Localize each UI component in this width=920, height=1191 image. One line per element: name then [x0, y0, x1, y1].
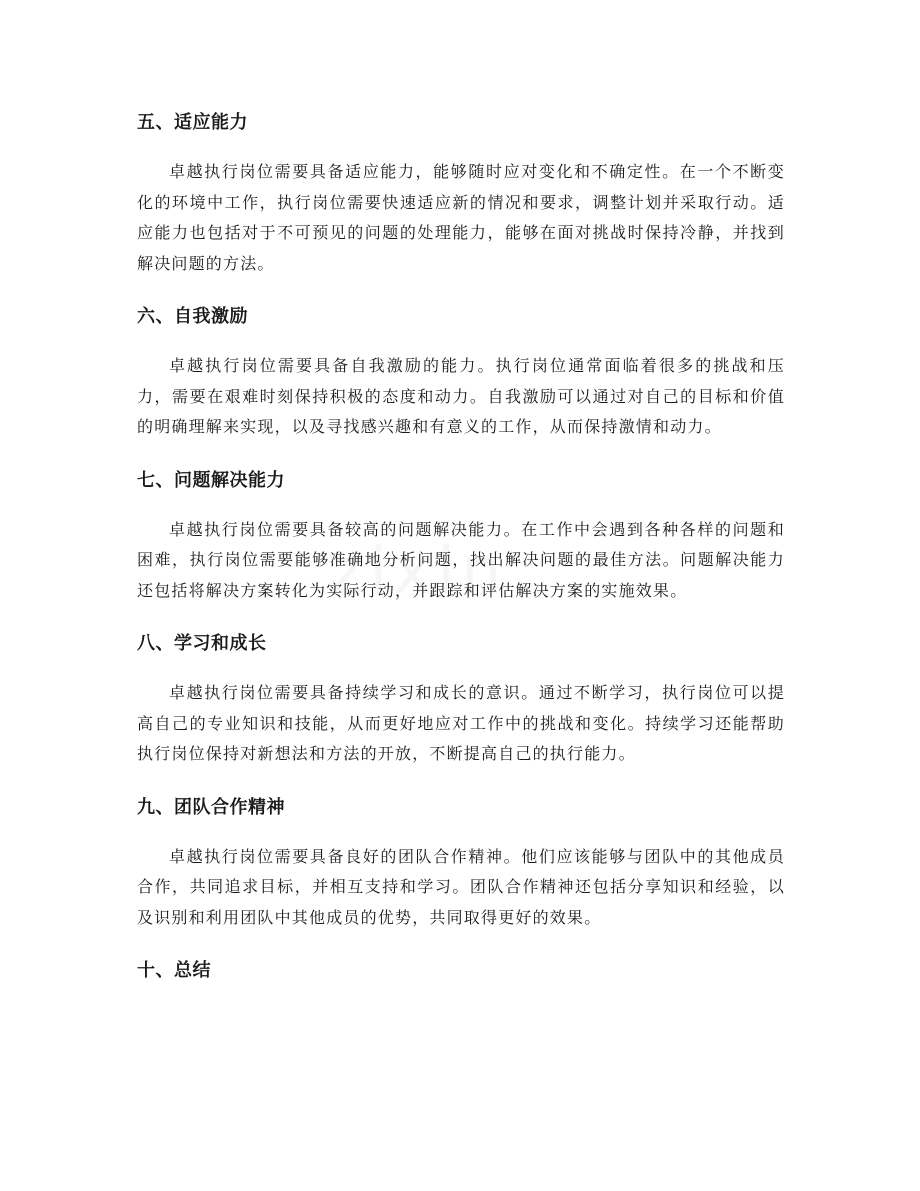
section-heading: 六、自我激励	[137, 306, 248, 327]
section-paragraph: 卓越执行岗位需要具备适应能力，能够随时应对变化和不确定性。在一个不断变化的环境中工作，执行岗位需要快速适应新的情况和要求，调整计划并采取行动。适应能力也包括对于不可预见的问题的处理能力，能够在面对挑战时保持冷静，并找到解决问题的方法。	[137, 162, 785, 273]
section-problem-solving	[137, 465, 785, 607]
section-heading: 五、适应能力	[137, 112, 248, 133]
section-heading: 十、总结	[137, 960, 211, 981]
section-learning-growth	[137, 628, 785, 770]
section-adaptability	[137, 107, 785, 279]
section-heading: 七、问题解决能力	[137, 469, 285, 491]
section-paragraph: 卓越执行岗位需要具备良好的团队合作精神。他们应该能够与团队中的其他成员合作，共同追求目标，并相互支持和学习。团队合作精神还包括分享知识和经验，以及识别和利用团队中其他成员的优势，共同取得更好的效果。	[137, 846, 785, 927]
section-summary	[137, 955, 785, 987]
section-heading: 九、团队合作精神	[137, 796, 285, 818]
document-content	[137, 107, 785, 987]
section-paragraph: 卓越执行岗位需要具备持续学习和成长的意识。通过不断学习，执行岗位可以提高自己的专业知识和技能，从而更好地应对工作中的挑战和变化。持续学习还能帮助执行岗位保持对新想法和方法的开放，不断提高自己的执行能力。	[137, 683, 785, 763]
section-self-motivation	[137, 301, 785, 443]
section-teamwork	[137, 792, 785, 934]
section-heading: 八、学习和成长	[137, 633, 267, 654]
section-paragraph: 卓越执行岗位需要具备较高的问题解决能力。在工作中会遇到各种各样的问题和困难，执行岗位需要能够准确地分析问题，找出解决问题的最佳方法。问题解决能力还包括将解决方案转化为实际行动，并跟踪和评估解决方案的实施效果。	[137, 519, 785, 600]
section-paragraph: 卓越执行岗位需要具备自我激励的能力。执行岗位通常面临着很多的挑战和压力，需要在艰难时刻保持积极的态度和动力。自我激励可以通过对自己的目标和价值的明确理解来实现，以及寻找感兴趣和有意义的工作，从而保持激情和动力。	[137, 356, 785, 436]
